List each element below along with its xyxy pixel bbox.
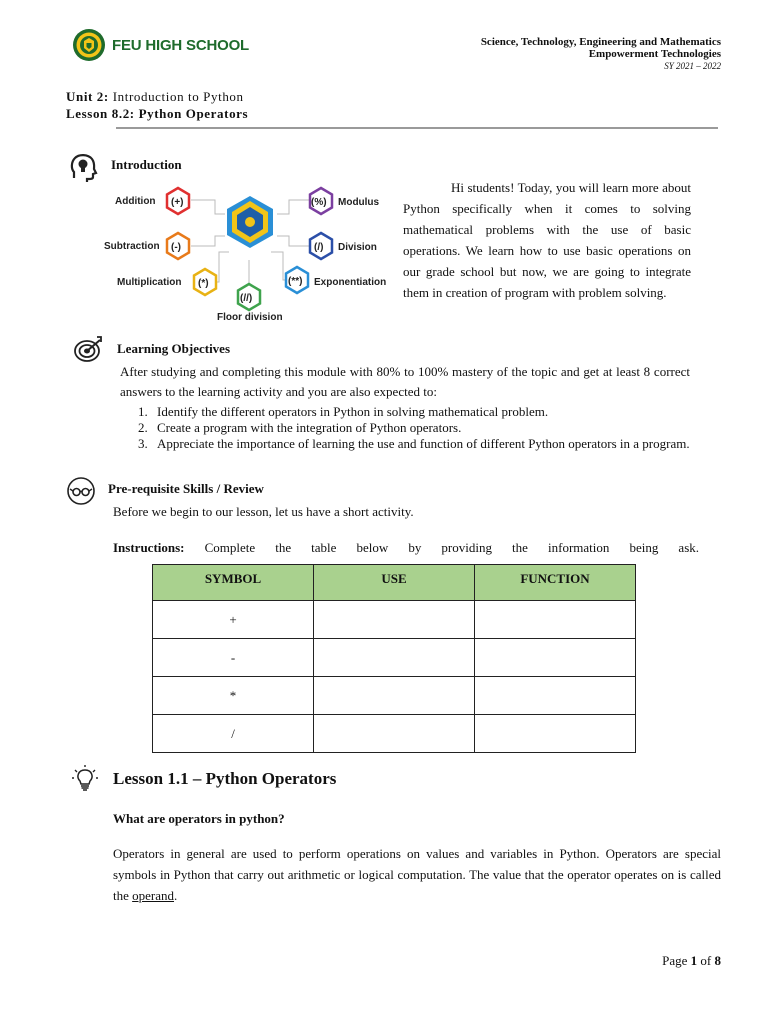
- objective-item: 2. Create a program with the integration of Python operators.: [138, 420, 462, 435]
- use-cell[interactable]: [314, 639, 475, 677]
- header-function: FUNCTION: [475, 565, 636, 601]
- lesson-title: Python Operators: [138, 106, 249, 121]
- addition-label: Addition: [115, 196, 156, 207]
- division-symbol: (/): [314, 242, 324, 253]
- table-row: [153, 639, 636, 677]
- table-header-row: [153, 565, 636, 601]
- multiplication-symbol: (*): [198, 278, 209, 289]
- activity-table: [152, 564, 636, 753]
- school-name: FEU HIGH SCHOOL: [112, 36, 250, 54]
- header-divider: [116, 127, 718, 129]
- head-lightbulb-icon: [68, 152, 98, 182]
- lesson-question: What are operators in python?: [113, 811, 285, 826]
- school-seal-icon: [72, 28, 106, 62]
- floor-division-symbol: (//): [240, 293, 253, 304]
- symbol-cell: *: [153, 677, 314, 715]
- objectives-list: [138, 404, 698, 452]
- instructions: Instructions: Complete the table below by providing the information being ask.: [113, 540, 700, 555]
- target-icon: [73, 334, 103, 364]
- unit-heading: [66, 88, 248, 122]
- prereq-paragraph: Before we begin to our lesson, let us have a short activity.: [113, 504, 414, 519]
- lesson-label: Lesson 8.2:: [66, 106, 135, 121]
- exponentiation-symbol: (**): [288, 276, 303, 287]
- modulus-symbol: (%): [311, 197, 327, 208]
- prereq-heading: Pre-requisite Skills / Review: [108, 481, 264, 496]
- lesson-title: Lesson 1.1 – Python Operators: [113, 769, 337, 788]
- introduction-paragraph: Hi students! Today, you will learn more about Python specifically when it comes to solving mathematical problems with the use of basic operations. We learn how to use basic operations on our grade school but now, we are going to integrate them in creation of program with problem solving.: [403, 180, 691, 300]
- header-symbol: SYMBOL: [153, 565, 314, 601]
- page-number: Page 1 of 8: [662, 953, 721, 968]
- subject-line: Empowerment Technologies: [588, 48, 721, 60]
- glasses-icon: [66, 476, 96, 506]
- unit-label: Unit 2:: [66, 89, 109, 104]
- unit-title: Introduction to Python: [112, 89, 244, 104]
- use-cell[interactable]: [314, 715, 475, 753]
- introduction-heading: Introduction: [111, 157, 182, 172]
- operators-infographic: [103, 186, 395, 328]
- dept-line: Science, Technology, Engineering and Mathematics: [480, 36, 721, 48]
- subtraction-label: Subtraction: [104, 241, 160, 252]
- exponentiation-label: Exponentiation: [314, 277, 387, 288]
- use-cell[interactable]: [314, 677, 475, 715]
- division-label: Division: [338, 242, 377, 253]
- school-year: SY 2021 – 2022: [664, 61, 721, 71]
- operand-term: operand: [132, 888, 175, 903]
- symbol-cell: +: [153, 601, 314, 639]
- table-row: [153, 715, 636, 753]
- symbol-cell: /: [153, 715, 314, 753]
- objectives-paragraph: After studying and completing this module with 80% to 100% mastery of the topic and get at least 8 correct answers to the learning activity and you are also expected to:: [120, 364, 690, 399]
- header-info: [481, 36, 721, 72]
- floor-division-label: Floor division: [217, 312, 283, 323]
- modulus-label: Modulus: [338, 197, 380, 208]
- lightbulb-icon: [70, 764, 100, 794]
- multiplication-label: Multiplication: [117, 277, 182, 288]
- header-use: USE: [314, 565, 475, 601]
- function-cell[interactable]: [475, 639, 636, 677]
- use-cell[interactable]: [314, 601, 475, 639]
- table-row: [153, 677, 636, 715]
- objectives-heading: Learning Objectives: [117, 341, 231, 356]
- objective-item: 3. Appreciate the importance of learning the use and function of different Python operators in a program.: [138, 436, 690, 451]
- addition-symbol: (+): [171, 197, 184, 208]
- school-logo: [72, 28, 249, 62]
- lesson-paragraph: Operators in general are used to perform operations on values and variables in Python. Operators are special symbols in Python that carry out arithmetic or logical computation. The value that the operator operates on is called the operand.: [113, 846, 721, 903]
- symbol-cell: -: [153, 639, 314, 677]
- function-cell[interactable]: [475, 677, 636, 715]
- objective-item: 1. Identify the different operators in Python in solving mathematical problem.: [138, 404, 549, 419]
- function-cell[interactable]: [475, 601, 636, 639]
- table-row: [153, 601, 636, 639]
- subtraction-symbol: (-): [171, 242, 181, 253]
- function-cell[interactable]: [475, 715, 636, 753]
